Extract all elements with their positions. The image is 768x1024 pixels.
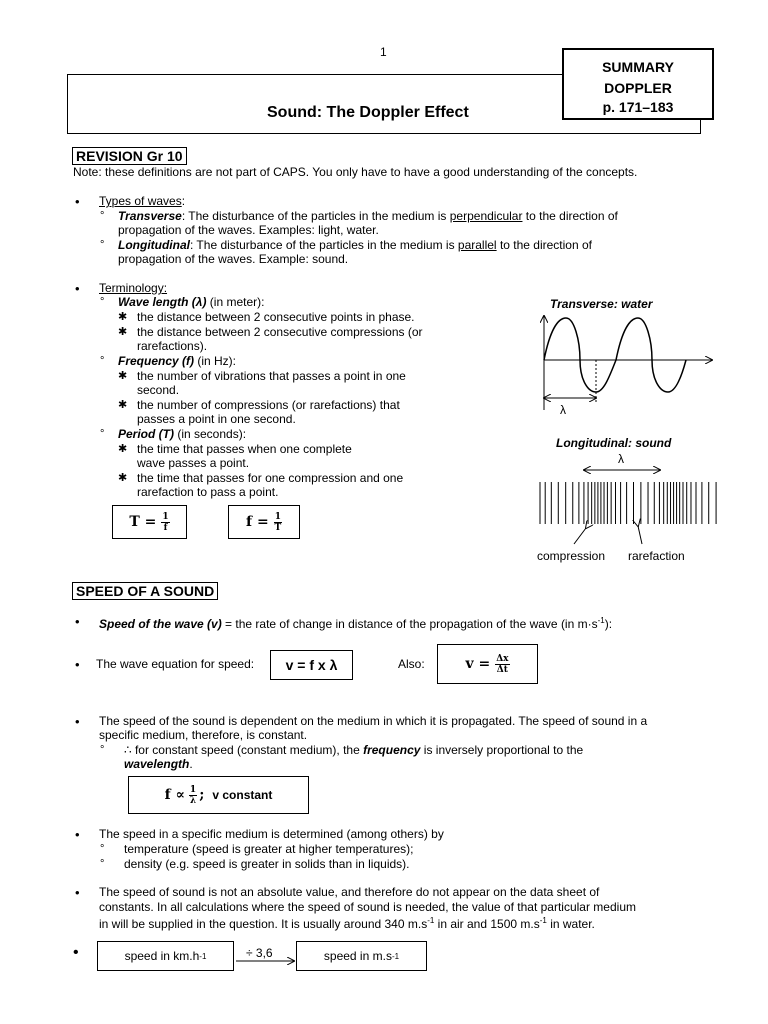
rarefaction-label: rarefaction: [628, 549, 685, 563]
conv-left: speed in km.h: [124, 949, 200, 963]
compression-label: compression: [537, 549, 606, 563]
temperature-item: temperature (speed is greater at higher temperatures);: [124, 842, 414, 856]
revision-note: Note: these definitions are not part of CAPS. You only have to have a good understanding of the concepts.: [73, 165, 638, 179]
prop-semicolon: ;: [199, 787, 205, 803]
longitudinal-text2: to the direction of: [496, 238, 592, 252]
abs-3b: in air and 1500 m.s: [434, 917, 540, 931]
asterisk-bullet-icon: ✱: [118, 399, 128, 411]
lambda-symbol-longitudinal: λ: [618, 452, 624, 466]
freq-term: Frequency (f): [118, 354, 195, 368]
lambda-symbol-transverse: λ: [560, 403, 566, 417]
transverse-key: perpendicular: [449, 209, 523, 223]
abs-3c: in water.: [546, 917, 595, 931]
const-1a: ∴ for constant speed (constant medium), the: [124, 743, 364, 757]
types-label: Types of waves: [99, 194, 182, 208]
types-colon: :: [181, 194, 186, 208]
rarefaction-pointer: [638, 526, 642, 544]
prop-left: f ∝: [164, 787, 185, 803]
prop-num: 1: [189, 784, 197, 795]
longitudinal-diagram-label: Longitudinal: sound: [556, 436, 672, 450]
speed-delta-fraction: [495, 654, 509, 675]
degree-bullet-icon: °: [100, 843, 105, 855]
degree-bullet-icon: °: [100, 239, 105, 251]
degree-bullet-icon: °: [100, 428, 105, 440]
absolute-line2: constants. In all calculations where the speed of sound is needed, the value of that particular medium: [99, 900, 636, 914]
conv-right: speed in m.s: [323, 949, 392, 963]
absolute-line1: The speed of sound is not an absolute value, and therefore do not appear on the data sheet of: [99, 885, 600, 899]
medium-line1: The speed of the sound is dependent on the medium in which it is propagated. The speed of sound in a: [99, 714, 648, 728]
conversion-right-box: [296, 941, 427, 971]
const-1b: is inversely proportional to the: [420, 743, 584, 757]
formula-period-box: [112, 505, 187, 539]
formula-frequency-box: [228, 505, 300, 539]
wavelength-def: [118, 295, 264, 309]
speed-def-sup: -1: [597, 616, 605, 625]
types-of-waves: [99, 194, 185, 208]
constant-speed-line2: [124, 757, 193, 771]
frequency-def: [118, 354, 236, 368]
longitudinal-wave-diagram: [530, 462, 720, 552]
bullet-icon: •: [75, 885, 80, 900]
medium-line2: specific medium, therefore, is constant.: [99, 728, 308, 742]
formula-t-den: f: [163, 522, 168, 533]
bullet-icon: •: [75, 714, 80, 729]
abs-3sup1: -1: [427, 916, 435, 925]
conv-left-sup: -1: [199, 951, 207, 961]
asterisk-bullet-icon: ✱: [118, 370, 128, 382]
degree-bullet-icon: °: [100, 210, 105, 222]
proportional-box: [128, 776, 309, 814]
determined-line: The speed in a specific medium is determined (among others) by: [99, 827, 444, 841]
summary-line1: SUMMARY: [602, 59, 674, 75]
transverse-line2: propagation of the waves. Examples: light, water.: [118, 223, 379, 237]
wavelength-term: Wave length (λ): [118, 295, 207, 309]
abs-3a: in will be supplied in the question. It is usually around 340 m.s: [99, 917, 428, 931]
wave-equation-label: The wave equation for speed:: [96, 657, 255, 671]
density-item: density (e.g. speed is greater in solids than in liquids).: [124, 857, 410, 871]
wl-item-1: the distance between 2 consecutive points in phase.: [137, 310, 415, 324]
transverse-wave-diagram: [530, 310, 720, 425]
also-left: v =: [465, 656, 491, 672]
degree-bullet-icon: °: [100, 858, 105, 870]
formula-f-left: f =: [246, 514, 269, 530]
also-num: Δx: [496, 653, 509, 664]
transverse-diagram-label: Transverse: water: [550, 297, 653, 311]
speed-def-end: ):: [604, 617, 613, 631]
compression-pointer: [574, 528, 586, 544]
prop-fraction: [189, 785, 197, 806]
formula-t-left: T =: [129, 514, 157, 530]
f-item-2a: the number of compressions (or rarefactions) that: [137, 398, 400, 412]
wl-item-2a: the distance between 2 consecutive compressions (or: [137, 325, 423, 339]
const-wl: wavelength: [124, 757, 190, 771]
summary-line3: p. 171–183: [602, 99, 674, 115]
bullet-icon: •: [75, 827, 80, 842]
asterisk-bullet-icon: ✱: [118, 326, 128, 338]
period-term: Period (T): [118, 427, 174, 441]
const-freq: frequency: [363, 743, 421, 757]
speed-delta-box: [437, 644, 538, 684]
longitudinal-key: parallel: [457, 238, 497, 252]
longitudinal-text1: : The disturbance of the particles in the medium is: [189, 238, 458, 252]
f-item-1a: the number of vibrations that passes a point in one: [137, 369, 406, 383]
also-den: Δt: [496, 664, 508, 675]
period-def: [118, 427, 246, 441]
longitudinal-def: [118, 238, 592, 252]
formula-f-den: T: [274, 522, 282, 533]
degree-bullet-icon: °: [100, 355, 105, 367]
asterisk-bullet-icon: ✱: [118, 443, 128, 455]
revision-heading: REVISION Gr 10: [72, 147, 187, 165]
page-title: Sound: The Doppler Effect: [267, 104, 469, 121]
bullet-icon: •: [75, 657, 80, 672]
formula-f-fraction: [274, 512, 282, 533]
freq-unit: (in Hz):: [194, 354, 237, 368]
f-item-1b: second.: [137, 383, 180, 397]
speed-definition: [99, 614, 612, 631]
transverse-def: [118, 209, 618, 223]
speed-heading: SPEED OF A SOUND: [72, 582, 218, 600]
also-label: Also:: [398, 657, 425, 671]
bullet-icon: •: [73, 944, 79, 961]
summary-box: [562, 48, 714, 120]
transverse-term: Transverse: [118, 209, 182, 223]
degree-bullet-icon: °: [100, 296, 105, 308]
constant-speed-line: [124, 743, 583, 757]
transverse-text2: to the direction of: [522, 209, 618, 223]
speed-def-term: Speed of the wave (v): [99, 617, 222, 631]
speed-def-text: = the rate of change in distance of the propagation of the wave (in m·s: [221, 617, 598, 631]
bullet-icon: •: [75, 194, 80, 209]
formula-t-fraction: [161, 512, 169, 533]
wavelength-unit: (in meter):: [206, 295, 265, 309]
wl-item-2b: rarefactions).: [137, 339, 208, 353]
formula-t-num: 1: [162, 511, 169, 522]
bullet-icon: •: [75, 614, 80, 629]
page-number: 1: [380, 45, 387, 59]
p-item-2b: rarefaction to pass a point.: [137, 485, 279, 499]
p-item-1a: the time that passes when one complete: [137, 442, 352, 456]
longitudinal-term: Longitudinal: [118, 238, 190, 252]
conversion-arrow-icon: [234, 956, 296, 966]
compression-lines: [540, 482, 716, 524]
asterisk-bullet-icon: ✱: [118, 472, 128, 484]
conversion-left-box: [97, 941, 234, 971]
formula-f-num: 1: [274, 511, 281, 522]
conversion-operator: ÷ 3,6: [246, 946, 273, 960]
conv-right-sup: -1: [391, 951, 400, 961]
period-unit: (in seconds):: [174, 427, 247, 441]
sine-wave: [544, 318, 686, 392]
longitudinal-line2: propagation of the waves. Example: sound.: [118, 252, 349, 266]
p-item-2a: the time that passes for one compression and one: [137, 471, 404, 485]
degree-bullet-icon: °: [100, 744, 105, 756]
wave-equation-box: [270, 650, 353, 680]
transverse-text1: : The disturbance of the particles in the medium is: [181, 209, 450, 223]
abs-3sup2: -1: [539, 916, 547, 925]
summary-line2: DOPPLER: [604, 80, 672, 96]
wave-equation-formula: v = f x λ: [285, 657, 338, 673]
absolute-line3: [99, 914, 595, 931]
prop-den: λ: [189, 795, 197, 806]
f-item-2b: passes a point in one second.: [137, 412, 296, 426]
asterisk-bullet-icon: ✱: [118, 311, 128, 323]
bullet-icon: •: [75, 281, 80, 296]
const-dot: .: [189, 757, 193, 771]
prop-constant: v constant: [212, 788, 273, 802]
terminology-label: Terminology:: [99, 281, 168, 295]
p-item-1b: wave passes a point.: [137, 456, 250, 470]
